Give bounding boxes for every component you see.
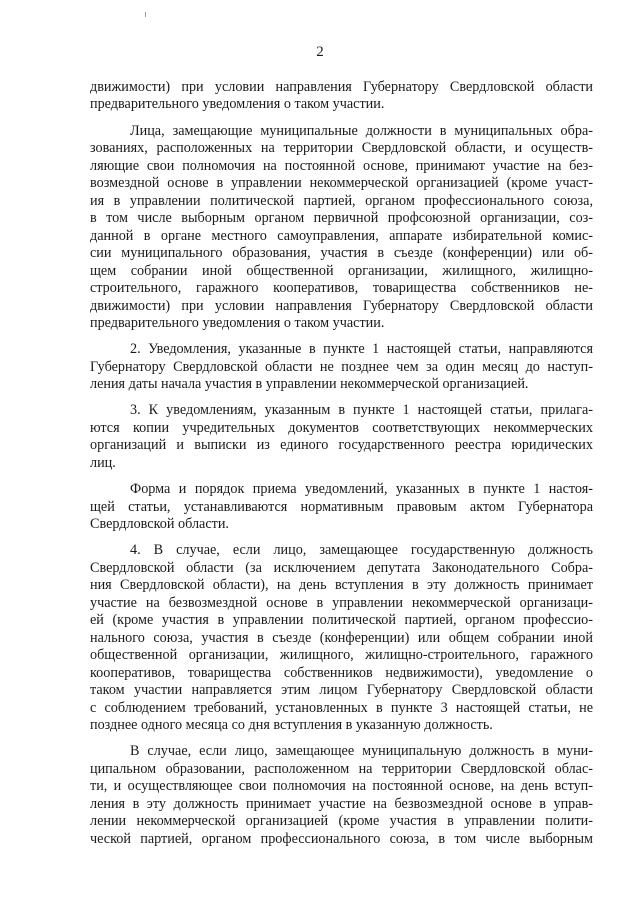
text-line: ются копии учредительных документов соответствующих некоммерческих	[90, 420, 593, 436]
text-line: щем собрании иной общественной организации, жилищного, жилищно-	[90, 263, 593, 279]
page-number: 2	[316, 44, 324, 60]
text-line: возмездной основе в управлении некоммерческой организацией (кроме участ-	[90, 175, 593, 191]
text-line: организаций и выписки из единого государственного реестра юридических	[90, 437, 593, 453]
text-line: движимости) при условии направления Губернатору Свердловской области	[90, 298, 593, 314]
text-line: Свердловской области.	[90, 516, 229, 532]
scan-artifact	[145, 12, 146, 17]
text-line: предварительного уведомления о таком участии.	[90, 315, 385, 331]
text-line: движимости) при условии направления Губернатору Свердловской области	[90, 79, 593, 95]
text-line: таком участии направляется этим лицом Губернатору Свердловской области	[90, 682, 593, 698]
text-line: ия в управлении политической партией, органом профессионального союза,	[90, 193, 593, 209]
text-line: ческой партией, органом профессионального союза, в том числе выборным	[90, 831, 593, 847]
text-line: нального союза, участия в съезде (конференции) или общем собрании иной	[90, 630, 593, 646]
text-line: участие на безвозмездной основе в управлении некоммерческой организаци-	[90, 595, 593, 611]
text-line: позднее одного месяца со дня вступления в указанную должность.	[90, 717, 493, 733]
text-line: ей (кроме участия в управлении политической партией, органом профессио-	[90, 612, 593, 628]
text-line: ти, и осуществляющее свои полномочия на постоянной основе, на день вступ-	[90, 778, 593, 794]
text-line: сии муниципального образования, участия в съезде (конференции) или об-	[90, 245, 593, 261]
text-line: кооперативов, товарищества собственников недвижимости), уведомление о	[90, 665, 593, 681]
text-line: зованиях, расположенных на территории Свердловской области, и осуществ-	[90, 140, 593, 156]
text-line: щей статьи, устанавливаются нормативным правовым актом Губернатора	[90, 499, 593, 515]
text-line: Форма и порядок приема уведомлений, указанных в пункте 1 настоя-	[130, 481, 593, 497]
text-line: 2. Уведомления, указанные в пункте 1 настоящей статьи, направляются	[130, 341, 593, 357]
text-line: данной в органе местного самоуправления, аппарате избирательной комис-	[90, 228, 593, 244]
text-line: В случае, если лицо, замещающее муниципальную должность в муни-	[130, 743, 593, 759]
text-line: Губернатору Свердловской области не позднее чем за один месяц до наступ-	[90, 359, 593, 375]
text-line: предварительного уведомления о таком участии.	[90, 96, 385, 112]
text-line: лиц.	[90, 455, 116, 471]
text-line: 3. К уведомлениям, указанным в пункте 1 настоящей статьи, прилага-	[130, 402, 593, 418]
text-line: с соблюдением требований, установленных в пункте 3 настоящей статьи, не	[90, 700, 593, 716]
text-line: ления даты начала участия в управлении некоммерческой организацией.	[90, 376, 529, 392]
text-line: лении некоммерческой организацией (кроме участия в управлении полити-	[90, 813, 593, 829]
text-line: ния Свердловской области), на день вступления в эту должность принимает	[90, 577, 593, 593]
text-line: Свердловской области (за исключением депутата Законодательного Собра-	[90, 560, 593, 576]
text-line: Лица, замещающие муниципальные должности в муниципальных обра-	[130, 123, 593, 139]
text-line: ципальном образовании, расположенном на территории Свердловской облас-	[90, 761, 593, 777]
text-line: общественной организации, жилищного, жилищно-строительного, гаражного	[90, 647, 593, 663]
text-line: 4. В случае, если лицо, замещающее государственную должность	[130, 542, 593, 558]
text-line: ления в эту должность принимает участие на безвозмездной основе в управ-	[90, 796, 593, 812]
text-line: в том числе выборным органом первичной профсоюзной организации, соз-	[90, 210, 593, 226]
text-line: ляющие свои полномочия на постоянной основе, принимают участие на без-	[90, 158, 593, 174]
text-line: строительного, гаражного кооперативов, товарищества собственников не-	[90, 280, 593, 296]
